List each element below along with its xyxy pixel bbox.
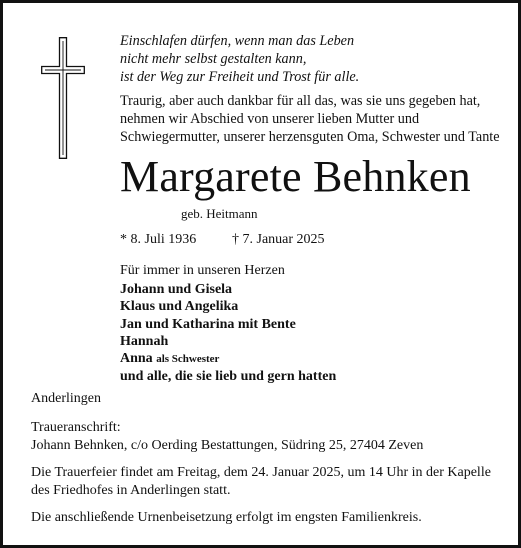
place-name: Anderlingen [31,391,101,406]
family-member-name: und alle, die sie lieb und gern hatten [120,369,337,385]
family-member [120,350,336,368]
birth-date: * 8. Juli 1936 [120,232,197,247]
intro-line: Traurig, aber auch dankbar für all das, was sie uns gegeben hat, [120,93,481,109]
family-member-name: Jan und Katharina mit Bente [120,316,296,332]
family-member [120,316,336,333]
service-line: Die Trauerfeier findet am Freitag, dem 24. Januar 2025, um 14 Uhr in der Kapelle [31,465,491,480]
deceased-name: Margarete Behnken [120,152,471,201]
cross-icon [41,37,85,159]
family-member [120,298,336,315]
intro-line: nehmen wir Abschied von unserer lieben Mutter und [120,111,420,127]
birth-name: geb. Heitmann [181,206,258,221]
mourning-address [31,419,423,455]
poem-line: ist der Weg zur Freiheit und Trost für alle. [120,69,360,85]
funeral-service-info [31,464,501,500]
intro-text [120,92,520,146]
family-member-note: als Schwester [156,353,220,366]
family-member-name: Hannah [120,333,169,349]
family-member-name: Johann und Gisela [120,282,233,297]
intro-line: Schwiegermutter, unserer herzensguten Oma, Schwester und Tante [120,129,500,145]
forever-line: Für immer in unseren Herzen [120,263,285,278]
poem [120,32,359,86]
family-member [120,281,336,298]
family-member-name: Anna [120,351,153,367]
poem-line: Einschlafen dürfen, wenn man das Leben [120,33,355,49]
address-label: Traueranschrift: [31,420,121,435]
poem-line: nicht mehr selbst gestalten kann, [120,51,307,67]
family-list [120,281,336,386]
death-date: † 7. Januar 2025 [232,232,325,247]
family-member-name: Klaus und Angelika [120,299,239,315]
family-member [120,333,336,350]
urn-burial-info: Die anschließende Urnenbeisetzung erfolgt im engsten Familienkreis. [31,510,422,525]
life-dates [120,231,325,249]
service-line: des Friedhofes in Anderlingen statt. [31,483,231,498]
family-member [120,368,336,385]
address-text: Johann Behnken, c/o Oerding Bestattungen, Südring 25, 27404 Zeven [31,438,424,453]
